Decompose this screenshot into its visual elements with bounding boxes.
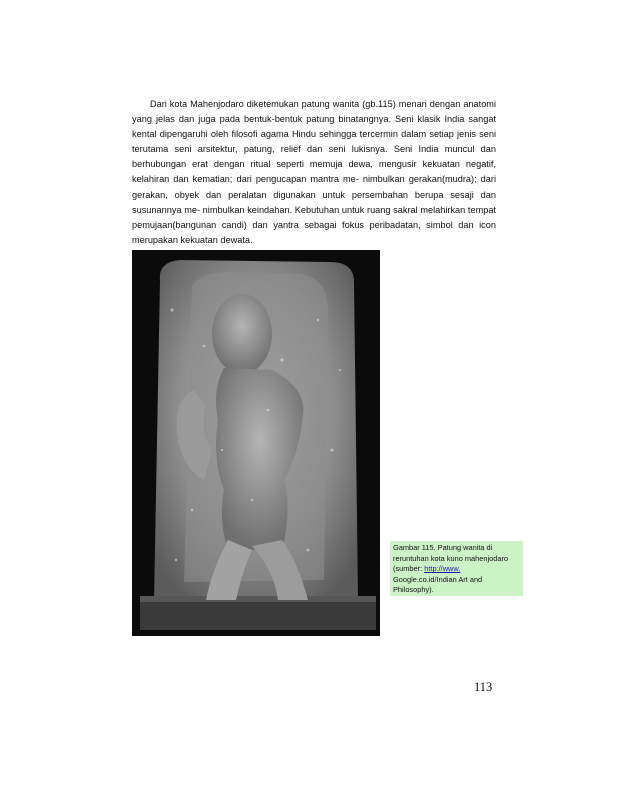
body-paragraph: Dari kota Mahenjodaro diketemukan patung wanita (gb.115) menari dengan anatomi yang jelas dan juga pada bentuk-bentuk patung binatangnya. Seni klasik India sangat kental dipengaruhi oleh filosofi agama Hindu sehingga tercermin dalam setiap jenis seni terutama seni arsitektur, patung, relief dan seni lukisnya. Seni India muncul dan berhubungan erat dengan ritual seperti memuja dewa, mengusir kekuatan negatif, kelahiran dan kematian; dari pengucapan mantra me- nimbulkan gerakan(mudra); dari gerakan, obyek dan peralatan digunakan untuk persembahan berupa sesaji dan susunannya me- nimbulkan keindahan. Kebutuhan untuk ruang sakral melahirkan tempat pemujaan(bangunan candi) dan yantra sebagai fokus peribadatan, simbol dan icon merupakan kekuatan dewata. [132,99,496,245]
caption-source: Google.co.id/Indian Art and Philosophy). [393,574,483,595]
page-number: 113 [474,680,493,694]
caption-text: Gambar 115. Patung wanita di reruntuhan kota kuno mahenjodaro (sumber: [393,543,509,574]
source-link[interactable]: http://www. [424,564,461,574]
statue-photo [132,250,380,636]
figure-caption [390,541,523,596]
